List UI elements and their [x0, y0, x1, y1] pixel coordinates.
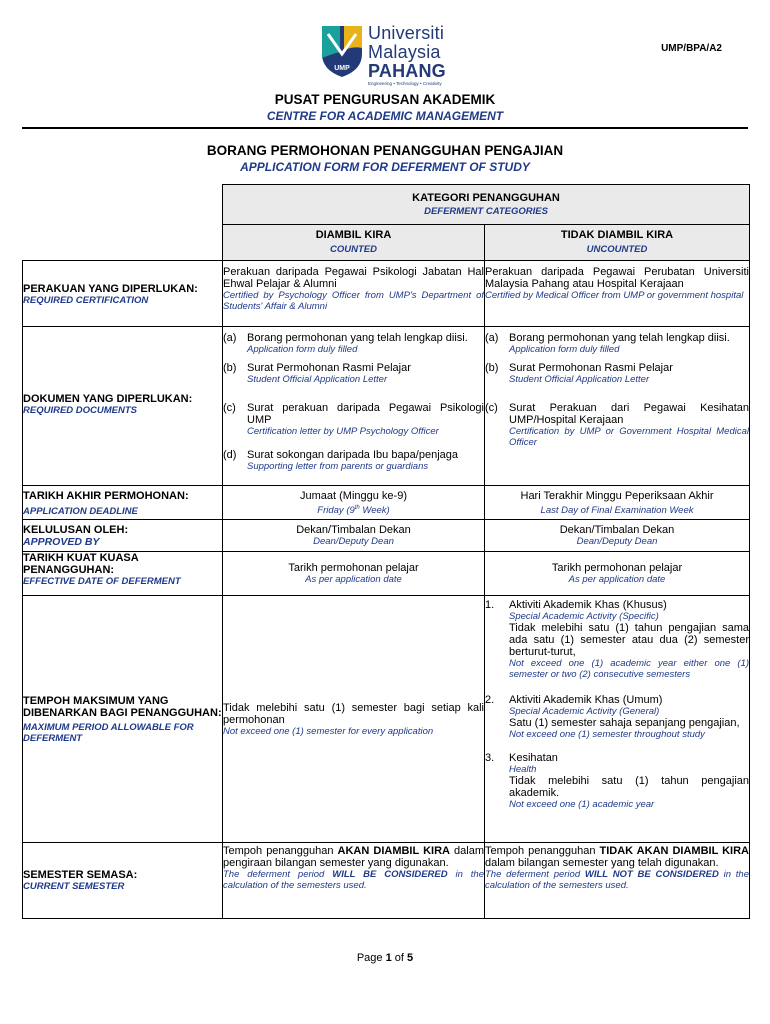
approved-label: KELULUSAN OLEH:: [23, 524, 129, 536]
certification-uncounted-ms: Perakuan daripada Pegawai Perubatan Universiti Malaysia Pahang atau Hospital Kerajaan: [485, 266, 750, 290]
documents-label: DOKUMEN YANG DIPERLUKAN:: [23, 393, 193, 405]
current-semester-label-en: CURRENT SEMESTER: [23, 881, 125, 892]
doc-uncounted-c: (c) Surat Perakuan dari Pegawai Kesihatan UMP/Hospital Kerajaan Certification by UMP or Government Hospital Medical Officer: [485, 402, 750, 448]
doc-uncounted-a: (a) Borang permohonan yang telah lengkap diisi. Application form duly filled: [485, 332, 730, 355]
logo-line-1: Universiti: [368, 23, 445, 43]
certification-label-en: REQUIRED CERTIFICATION: [23, 295, 149, 306]
max-period-item-1: 1. Aktiviti Akademik Khas (Khusus) Special Academic Activity (Specific) Tidak melebihi satu (1) tahun pengajian sama ada satu (1) semester atau dua (2) semester berturut-turut, Not exceed one (1) academic year either one (1) semester or two (2) consecutive semesters: [485, 599, 750, 680]
deadline-row: [23, 486, 750, 520]
form-title-en: APPLICATION FORM FOR DEFERMENT OF STUDY: [240, 160, 530, 174]
documents-label-en: REQUIRED DOCUMENTS: [23, 405, 138, 416]
logo-tagline: Engineering • Technology • Creativity: [368, 81, 442, 86]
effective-label: TARIKH KUAT KUASA PENANGGUHAN:: [23, 552, 139, 576]
max-period-counted-ms: Tidak melebihi satu (1) semester bagi setiap kali permohonan: [223, 701, 484, 726]
current-semester-row: [23, 843, 750, 919]
doc-uncounted-b: (b) Surat Permohonan Rasmi Pelajar Student Official Application Letter: [485, 362, 673, 385]
form-title-ms: BORANG PERMOHONAN PENANGGUHAN PENGAJIAN: [206, 143, 564, 158]
deadline-uncounted-ms: Hari Terakhir Minggu Peperiksaan Akhir: [520, 490, 714, 502]
effective-row: [23, 552, 750, 596]
effective-uncounted-en: As per application date: [568, 574, 666, 585]
current-semester-counted-en: The deferment period WILL BE CONSIDERED in the calculation of the semesters used.: [223, 869, 484, 891]
max-period-item-3: 3. Kesihatan Health Tidak melebihi satu (1) tahun pengajian akademik. Not exceed one (1) academic year: [485, 752, 750, 810]
certification-counted-ms: Perakuan daripada Pegawai Psikologi Jabatan Hal Ehwal Pelajar & Alumni: [223, 266, 484, 290]
approved-row: [23, 520, 750, 552]
page-number: Page 1 of 5: [356, 952, 414, 964]
ump-shield-icon: [318, 24, 366, 78]
form-code: UMP/BPA/A2: [661, 43, 722, 54]
effective-counted-en: As per application date: [305, 574, 402, 585]
deadline-counted-ms: Jumaat (Minggu ke-9): [300, 490, 407, 502]
doc-counted-c: (c) Surat perakuan daripada Pegawai Psikologi UMP Certification letter by UMP Psychology Officer: [223, 402, 484, 437]
category-en: DEFERMENT CATEGORIES: [424, 206, 548, 217]
current-semester-uncounted-en: The deferment period WILL NOT BE CONSIDERED in the calculation of the semesters used.: [485, 869, 749, 891]
doc-counted-d: (d) Surat sokongan daripada Ibu bapa/penjaga Supporting letter from parents or guardians: [223, 449, 459, 472]
uncounted-header: [485, 225, 750, 261]
documents-row: [23, 327, 750, 486]
counted-header: [223, 225, 485, 261]
approved-label-en: APPROVED BY: [23, 536, 100, 548]
doc-counted-a: (a) Borang permohonan yang telah lengkap diisi. Application form duly filled: [223, 332, 468, 355]
doc-counted-b: (b) Surat Permohonan Rasmi Pelajar Student Official Application Letter: [223, 362, 411, 385]
uncounted-ms: TIDAK DIAMBIL KIRA: [560, 229, 674, 241]
max-period-row: [23, 596, 750, 843]
approved-counted-en: Dean/Deputy Dean: [313, 536, 394, 547]
approved-uncounted-en: Dean/Deputy Dean: [576, 536, 658, 547]
current-semester-counted-ms: Tempoh penangguhan AKAN DIAMBIL KIRA dalam pengiraan bilangan semester yang digunakan.: [223, 845, 484, 869]
max-period-label: TEMPOH MAKSIMUM YANG DIBENARKAN BAGI PENANGGUHAN:: [23, 694, 222, 719]
logo-line-3: PAHANG: [368, 61, 446, 81]
effective-counted-ms: Tarikh permohonan pelajar: [288, 562, 419, 574]
deadline-label-en: APPLICATION DEADLINE: [23, 506, 138, 517]
current-semester-label: SEMESTER SEMASA:: [23, 869, 138, 881]
heading-en: CENTRE FOR ACADEMIC MANAGEMENT: [266, 109, 504, 123]
approved-counted-ms: Dekan/Timbalan Dekan: [296, 524, 411, 536]
certification-row: [23, 261, 750, 327]
logo-line-2: Malaysia: [368, 42, 441, 62]
max-period-counted-en: Not exceed one (1) semester for every application: [223, 725, 434, 737]
max-period-item-2: 2. Aktiviti Akademik Khas (Umum) Special Academic Activity (General) Satu (1) semester sahaja sepanjang pengajian, Not exceed one (1) semester throughout study: [485, 694, 740, 740]
approved-uncounted-ms: Dekan/Timbalan Dekan: [559, 524, 675, 536]
deferment-table: [22, 184, 750, 919]
category-header: [223, 185, 750, 225]
certification-uncounted-en: Certified by Medical Officer from UMP or government hospital: [485, 290, 744, 301]
deadline-counted-en: Friday (9th Week): [317, 505, 390, 517]
shield-text: UMP: [334, 65, 350, 72]
max-period-label-en: MAXIMUM PERIOD ALLOWABLE FOR DEFERMENT: [23, 721, 194, 744]
counted-ms: DIAMBIL KIRA: [315, 229, 392, 241]
effective-uncounted-ms: Tarikh permohonan pelajar: [551, 562, 683, 574]
category-ms: KATEGORI PENANGGUHAN: [412, 192, 560, 204]
university-logo: [318, 23, 448, 86]
certification-counted-en: Certified by Psychology Officer from UMP's Department of Students' Affair & Alumni: [223, 290, 484, 312]
effective-label-en: EFFECTIVE DATE OF DEFERMENT: [23, 576, 181, 587]
deadline-uncounted-en: Last Day of Final Examination Week: [540, 505, 694, 516]
current-semester-uncounted-ms: Tempoh penangguhan TIDAK AKAN DIAMBIL KIRA dalam bilangan semester yang telah digunakan.: [485, 845, 750, 869]
uncounted-en: UNCOUNTED: [586, 244, 648, 255]
heading-ms: PUSAT PENGURUSAN AKADEMIK: [274, 92, 496, 107]
certification-label: PERAKUAN YANG DIPERLUKAN:: [23, 283, 198, 295]
divider: [22, 127, 748, 129]
deadline-label: TARIKH AKHIR PERMOHONAN:: [23, 490, 189, 502]
counted-en: COUNTED: [330, 244, 377, 255]
